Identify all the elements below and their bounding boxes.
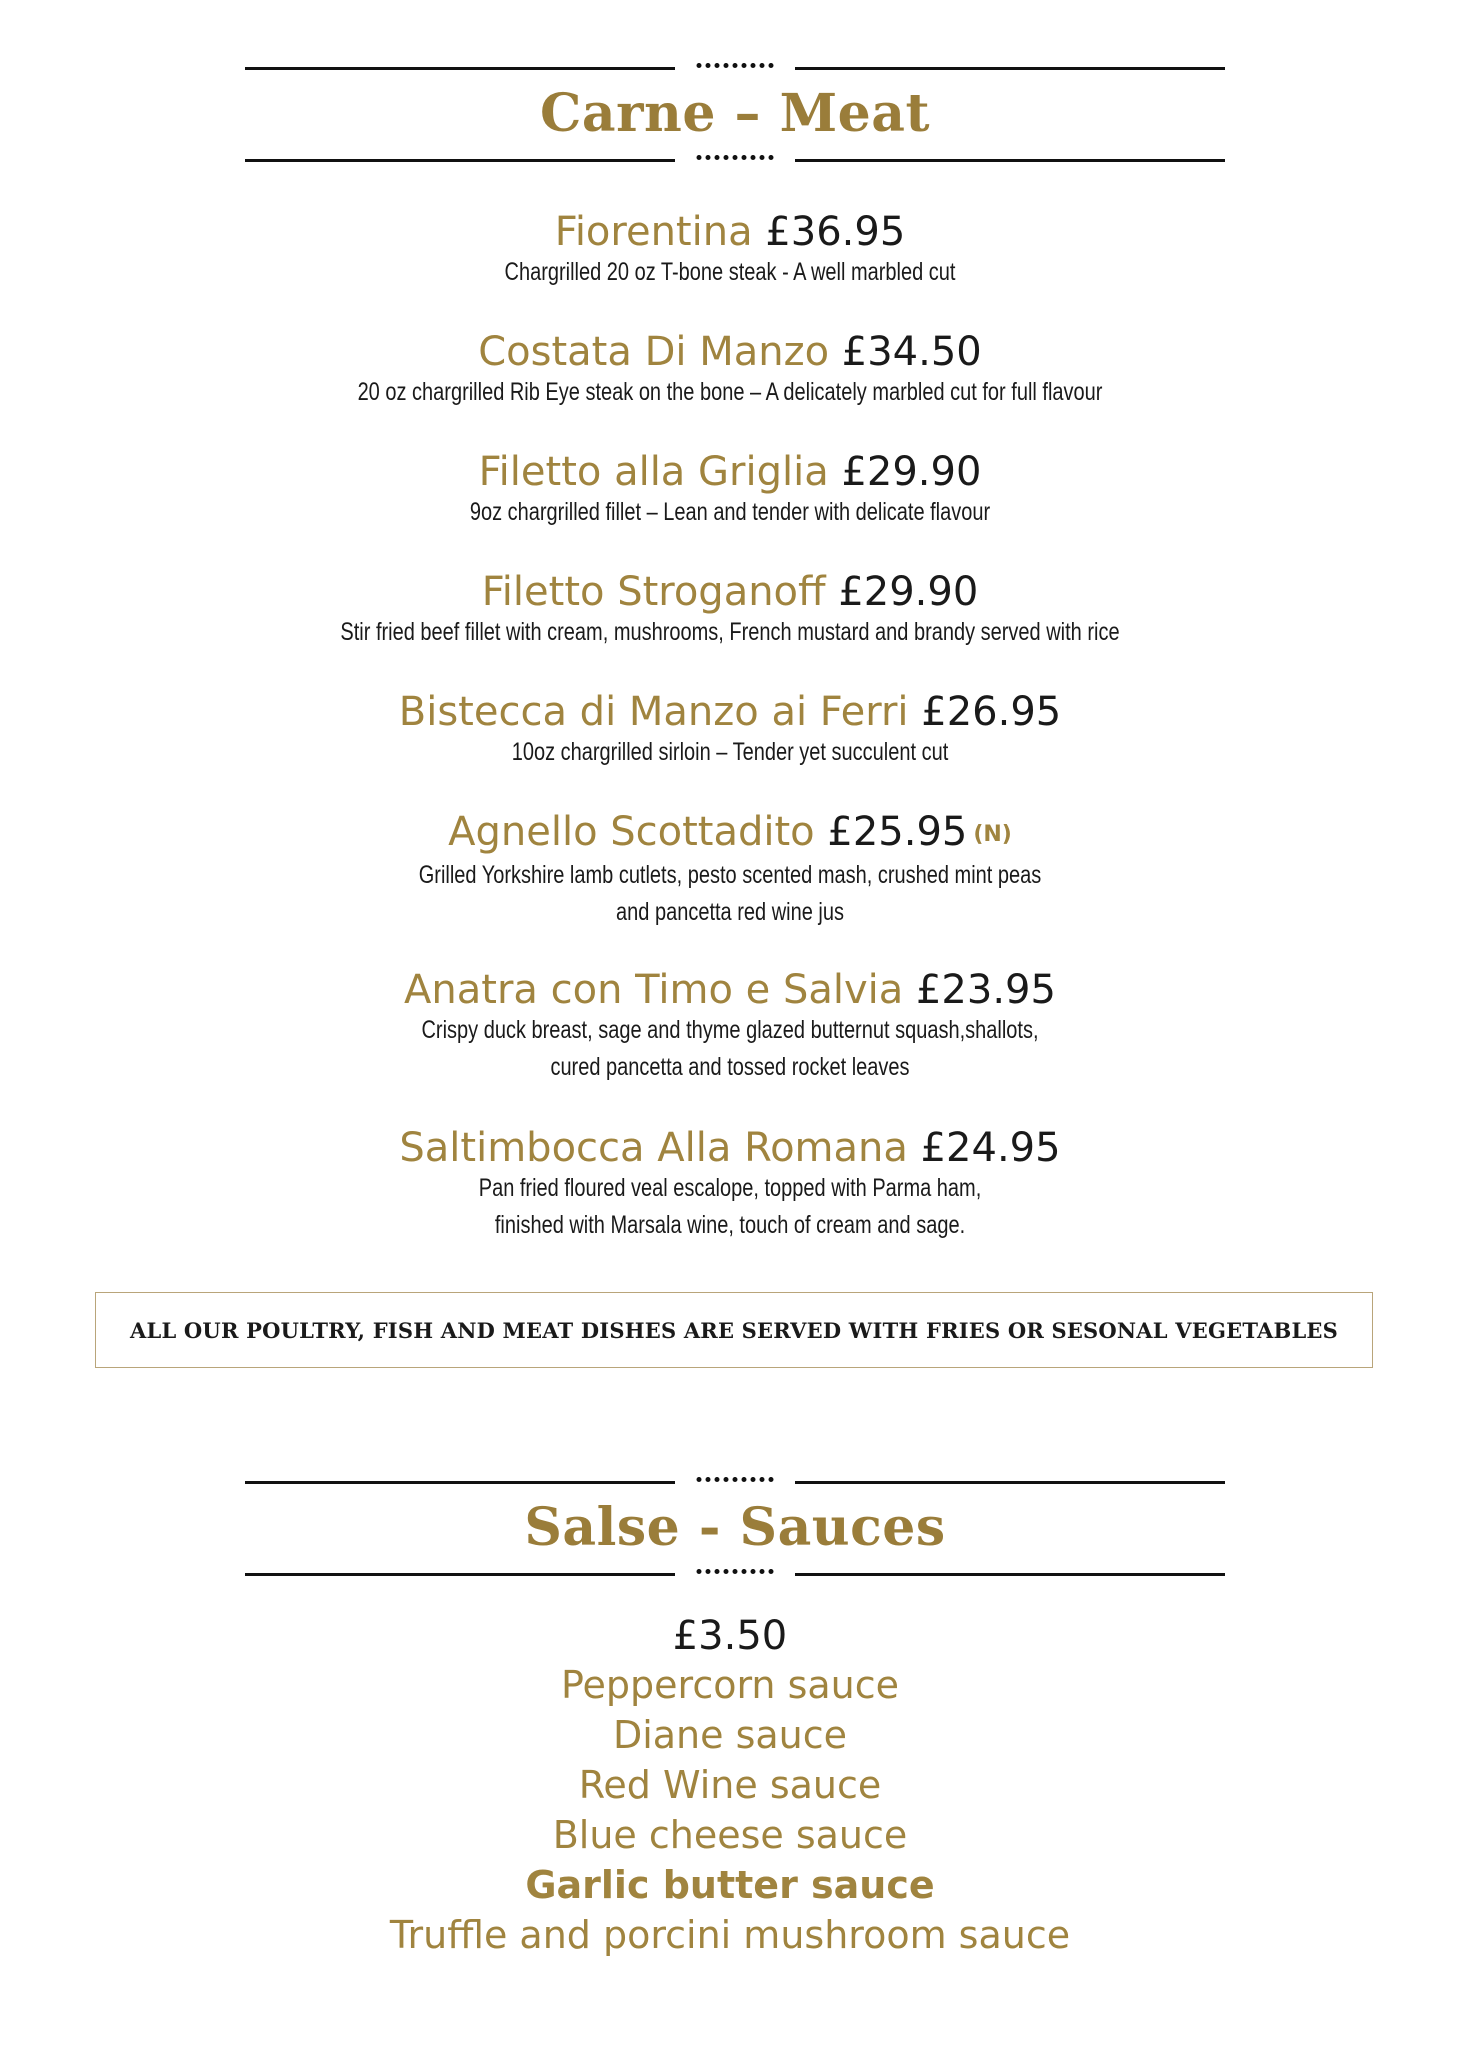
- dish-price: £24.95: [920, 1125, 1061, 1171]
- menu-item-bistecca-di-manzo: [0, 690, 1460, 771]
- bottom-divider: [245, 154, 1225, 166]
- dish-name: Agnello Scottadito: [448, 809, 815, 855]
- menu-item-fiorentina: [0, 210, 1460, 291]
- sauces-list: [0, 1612, 1460, 1960]
- top-divider: [245, 62, 1225, 74]
- menu-item-filetto-stroganoff: [0, 570, 1460, 651]
- dish-description: and pancetta red wine jus: [616, 898, 844, 926]
- sauces-section-title: Salse - Sauces: [524, 1497, 946, 1558]
- dish-name: Filetto Stroganoff: [481, 569, 826, 615]
- menu-item-anatra-con-timo: [0, 968, 1460, 1086]
- dish-price: £25.95: [827, 809, 968, 855]
- dish-description: cured pancetta and tossed rocket leaves: [550, 1053, 910, 1081]
- sauce-item: Peppercorn sauce: [560, 1663, 900, 1707]
- dish-price: £29.90: [838, 569, 979, 615]
- dish-price: £23.95: [915, 967, 1056, 1013]
- menu-item-agnello-scottadito: [0, 810, 1460, 931]
- menu-item-saltimbocca: [0, 1126, 1460, 1244]
- dish-description: Stir fried beef fillet with cream, mushrooms, French mustard and brandy served with rice: [340, 618, 1120, 646]
- dish-description: finished with Marsala wine, touch of cream and sage.: [494, 1211, 966, 1239]
- dish-description: Crispy duck breast, sage and thyme glazed butternut squash,shallots,: [421, 1016, 1039, 1044]
- sides-notice-text: ALL OUR POULTRY, FISH AND MEAT DISHES ARE SERVED WITH FRIES OR SESONAL VEGETABLES: [130, 1317, 1338, 1343]
- dish-price: £34.50: [841, 329, 982, 375]
- sauce-item: Diane sauce: [612, 1713, 848, 1757]
- menu-item-costata-di-manzo: [0, 330, 1460, 411]
- meat-section-header: [245, 62, 1225, 166]
- dish-description: Chargrilled 20 oz T-bone steak - A well marbled cut: [504, 258, 956, 286]
- sauce-item: Red Wine sauce: [578, 1763, 882, 1807]
- dish-description: 9oz chargrilled fillet – Lean and tender with delicate flavour: [469, 498, 991, 526]
- dish-name: Fiorentina: [554, 209, 753, 255]
- dish-name: Saltimbocca Alla Romana: [399, 1125, 908, 1171]
- menu-item-filetto-alla-griglia: [0, 450, 1460, 531]
- sauces-section-header: [245, 1476, 1225, 1580]
- meat-section-title: Carne – Meat: [540, 83, 930, 144]
- sauce-item: Blue cheese sauce: [552, 1813, 908, 1857]
- dish-price: £36.95: [765, 209, 906, 255]
- dish-name: Costata Di Manzo: [478, 329, 830, 375]
- dish-description: 10oz chargrilled sirloin – Tender yet succulent cut: [511, 738, 949, 766]
- sauce-item: Truffle and porcini mushroom sauce: [389, 1913, 1071, 1957]
- dish-price: £29.90: [841, 449, 982, 495]
- sauce-price: £3.50: [672, 1613, 788, 1659]
- dish-description: Pan fried floured veal escalope, topped with Parma ham,: [478, 1174, 982, 1202]
- dish-name: Bistecca di Manzo ai Ferri: [398, 689, 909, 735]
- top-divider: [245, 1476, 1225, 1488]
- nuts-badge: (N): [973, 822, 1012, 847]
- dish-price: £26.95: [921, 689, 1062, 735]
- dish-description: Grilled Yorkshire lamb cutlets, pesto scented mash, crushed mint peas: [418, 861, 1042, 889]
- dish-name: Anatra con Timo e Salvia: [404, 967, 904, 1013]
- sides-notice-box: [95, 1292, 1373, 1368]
- dish-description: 20 oz chargrilled Rib Eye steak on the bone – A delicately marbled cut for full flavour: [357, 378, 1103, 406]
- sauce-item: Garlic butter sauce: [525, 1863, 935, 1907]
- dish-name: Filetto alla Griglia: [478, 449, 829, 495]
- bottom-divider: [245, 1568, 1225, 1580]
